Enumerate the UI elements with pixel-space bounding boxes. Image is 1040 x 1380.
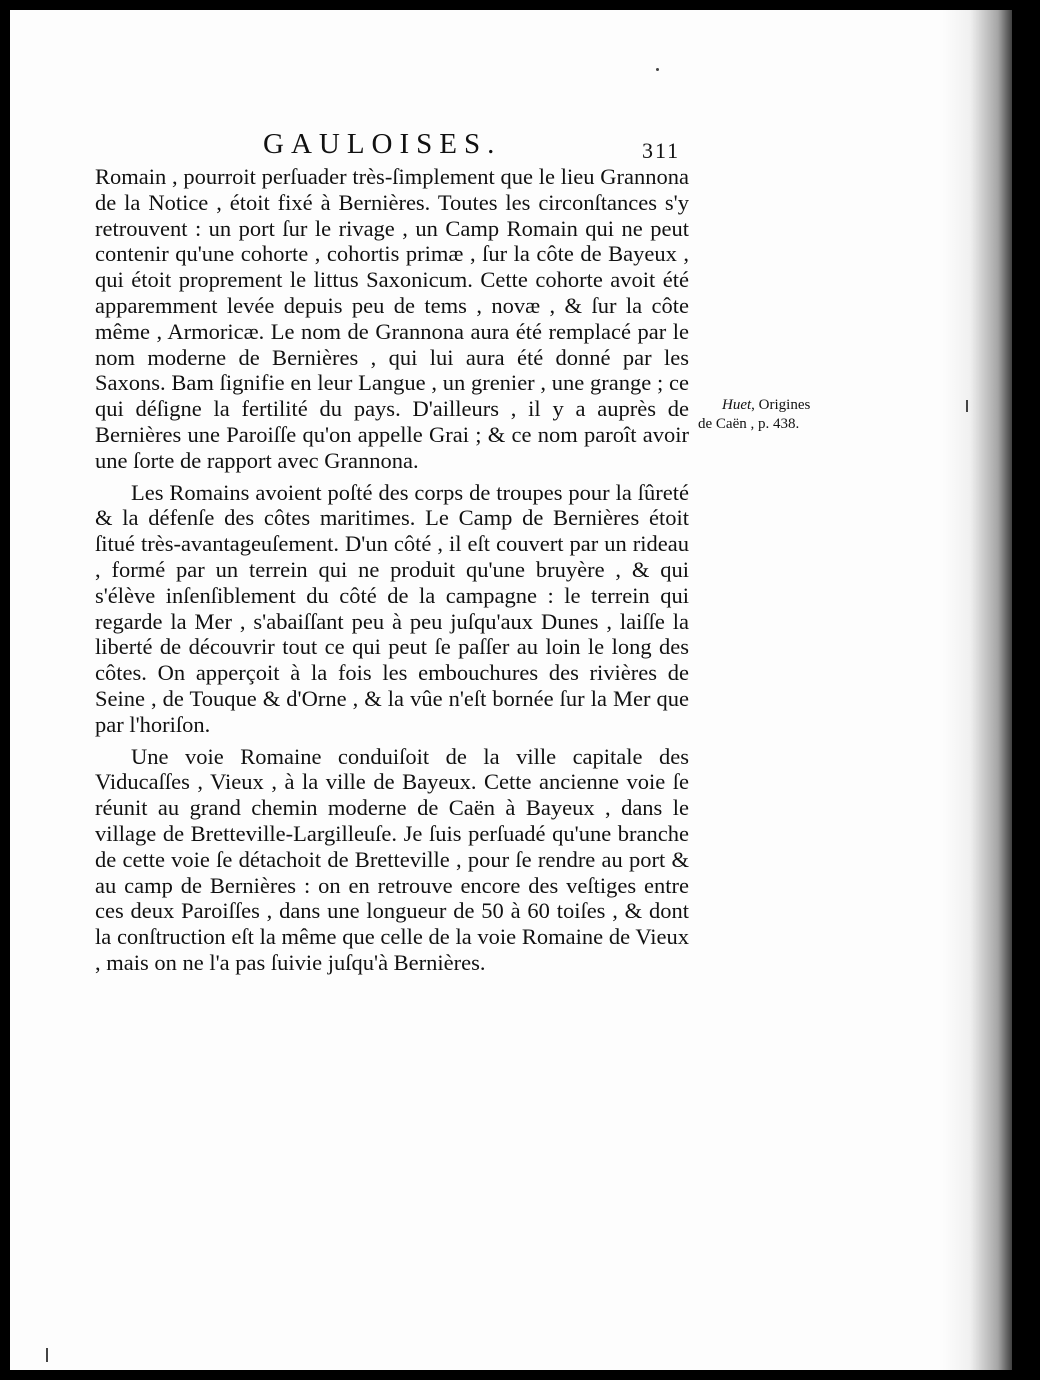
page-edge-shadow	[942, 10, 1012, 1370]
margin-note-line-2: de Caën , p. 438.	[698, 416, 800, 432]
margin-note	[698, 396, 838, 434]
paragraph-3: Une voie Romaine conduiſoit de la ville capitale des Viducaſſes , Vieux , à la ville de Bayeux. Cette ancienne voie ſe réunit au grand chemin moderne de Caën à Bayeux , dans le village de Bretteville-Largilleuſe. Je ſuis perſuadé qu'une branche de cette voie ſe détachoit de Bretteville , pour ſe rendre au port & au camp de Bernières : on en retrouve encore des veſtiges entre ces deux Paroiſſes , dans une longueur de 50 à 60 toiſes , & dont la conſtruction eſt la même que celle de la voie Romaine de Vieux , mais on ne l'a pas ſuivie juſqu'à Bernières.	[95, 743, 689, 975]
ink-speck	[656, 68, 659, 71]
running-head: GAULOISES.	[263, 128, 502, 160]
page-number: 311	[642, 138, 681, 163]
margin-note-author: Huet	[722, 397, 752, 413]
margin-note-line-1	[698, 396, 838, 415]
ink-speck	[46, 1348, 48, 1362]
paragraph-2: Les Romains avoient poſté des corps de troupes pour la ſûreté & la défenſe des côtes maritimes. Le Camp de Bernières étoit ſitué très-avantageuſement. D'un côté , il eſt couvert par un rideau , formé par un terrein qui ne produit qu'une bruyère , & qui s'élève inſenſiblement du côté de la campagne : le terrein qui regarde la Mer , s'abaiſſant peu à peu juſqu'aux Dunes , laiſſe la liberté de découvrir tout ce qui peut ſe paſſer au loin le long des côtes. On apperçoit à la fois les embouchures des rivières de Seine , de Touque & d'Orne , & la vûe n'eſt bornée ſur la Mer que par l'horiſon.	[95, 479, 689, 737]
body-text	[95, 164, 689, 982]
paper-sheet	[10, 10, 1012, 1370]
margin-note-title: , Origines	[751, 397, 811, 413]
paragraph-1: Romain , pourroit perſuader très-ſimplement que le lieu Grannona de la Notice , étoit fixé à Bernières. Toutes les circonſtances s'y retrouvent : un port ſur le rivage , un Camp Romain qui ne peut contenir qu'une cohorte , cohortis primæ , ſur la côte de Bayeux , qui étoit proprement le littus Saxonicum. Cette cohorte avoit été apparemment levée depuis peu de tems , novæ , & ſur la côte même , Armoricæ. Le nom de Grannona aura été remplacé par le nom moderne de Bernières , qui lui aura été donné par les Saxons. Bam ſignifie en leur Langue , un grenier , une grange ; ce qui déſigne la fertilité du pays. D'ailleurs , il y a auprès de Bernières une Paroiſſe qu'on appelle Grai ; & ce nom paroît avoir une ſorte de rapport avec Grannona.	[95, 164, 689, 473]
ink-speck	[966, 400, 968, 412]
